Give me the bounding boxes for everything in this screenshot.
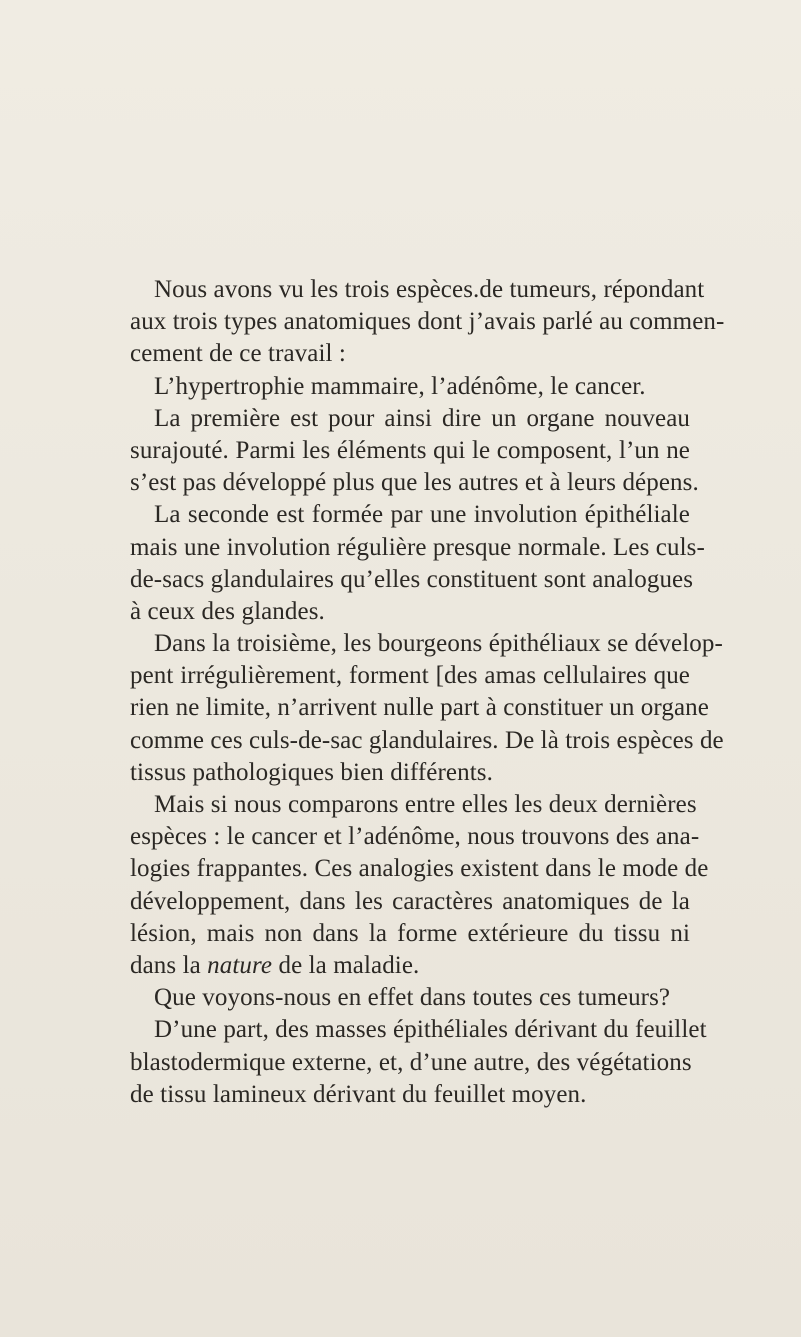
text-line: tissus pathologiques bien différents. xyxy=(130,758,493,786)
text-fragment: de la maladie. xyxy=(272,951,420,979)
text-line: s’est pas développé plus que les autres et à leurs dépens. xyxy=(130,469,699,497)
text-line: L’hypertrophie mammaire, l’adénôme, le cancer. xyxy=(154,372,646,400)
text-line: rien ne limite, n’arrivent nulle part à constituer un organe xyxy=(130,694,709,722)
text-line-with-italic xyxy=(130,950,690,982)
body-text xyxy=(130,274,725,1111)
text-line: pent irrégulièrement, forment [des amas cellulaires que xyxy=(130,662,690,690)
text-line: Nous avons vu les trois espèces.de tumeurs, répondant xyxy=(154,276,705,303)
text-line: à ceux des glandes. xyxy=(130,597,325,625)
text-line: espèces : le cancer et l’adénôme, nous trouvons des ana- xyxy=(130,823,700,851)
text-line: de-sacs glandulaires qu’elles constituent sont analogues xyxy=(130,565,694,593)
text-line: aux trois types anatomiques dont j’avais parlé au commen- xyxy=(130,308,725,336)
text-line: lésion, mais non dans la forme extérieure du tissu ni xyxy=(130,919,690,947)
text-line: La seconde est formée par une involution épithéliale xyxy=(154,501,690,529)
text-line: mais une involution régulière presque normale. Les culs- xyxy=(130,533,705,561)
italic-word: nature xyxy=(207,951,273,979)
text-line: D’une part, des masses épithéliales dérivant du feuillet xyxy=(154,1016,707,1044)
text-line: surajouté. Parmi les éléments qui le composent, l’un ne xyxy=(130,436,690,464)
text-fragment: dans la xyxy=(130,951,208,979)
text-line: développement, dans les caractères anatomiques de la xyxy=(130,887,690,915)
text-line: Que voyons-nous en effet dans toutes ces tumeurs? xyxy=(154,984,671,1012)
text-line: Mais si nous comparons entre elles les deux dernières xyxy=(154,791,697,818)
text-line: blastodermique externe, et, d’une autre, des végétations xyxy=(130,1048,692,1076)
text-line: logies frappantes. Ces analogies existent dans le mode de xyxy=(130,855,709,883)
text-line: Dans la troisième, les bourgeons épithéliaux se dévelop- xyxy=(154,630,723,658)
text-line: cement de ce travail : xyxy=(130,340,346,368)
text-line: comme ces culs-de-sac glandulaires. De là trois espèces de xyxy=(130,726,724,754)
text-line: La première est pour ainsi dire un organe nouveau xyxy=(154,404,690,432)
text-line: de tissu lamineux dérivant du feuillet moyen. xyxy=(130,1080,587,1108)
